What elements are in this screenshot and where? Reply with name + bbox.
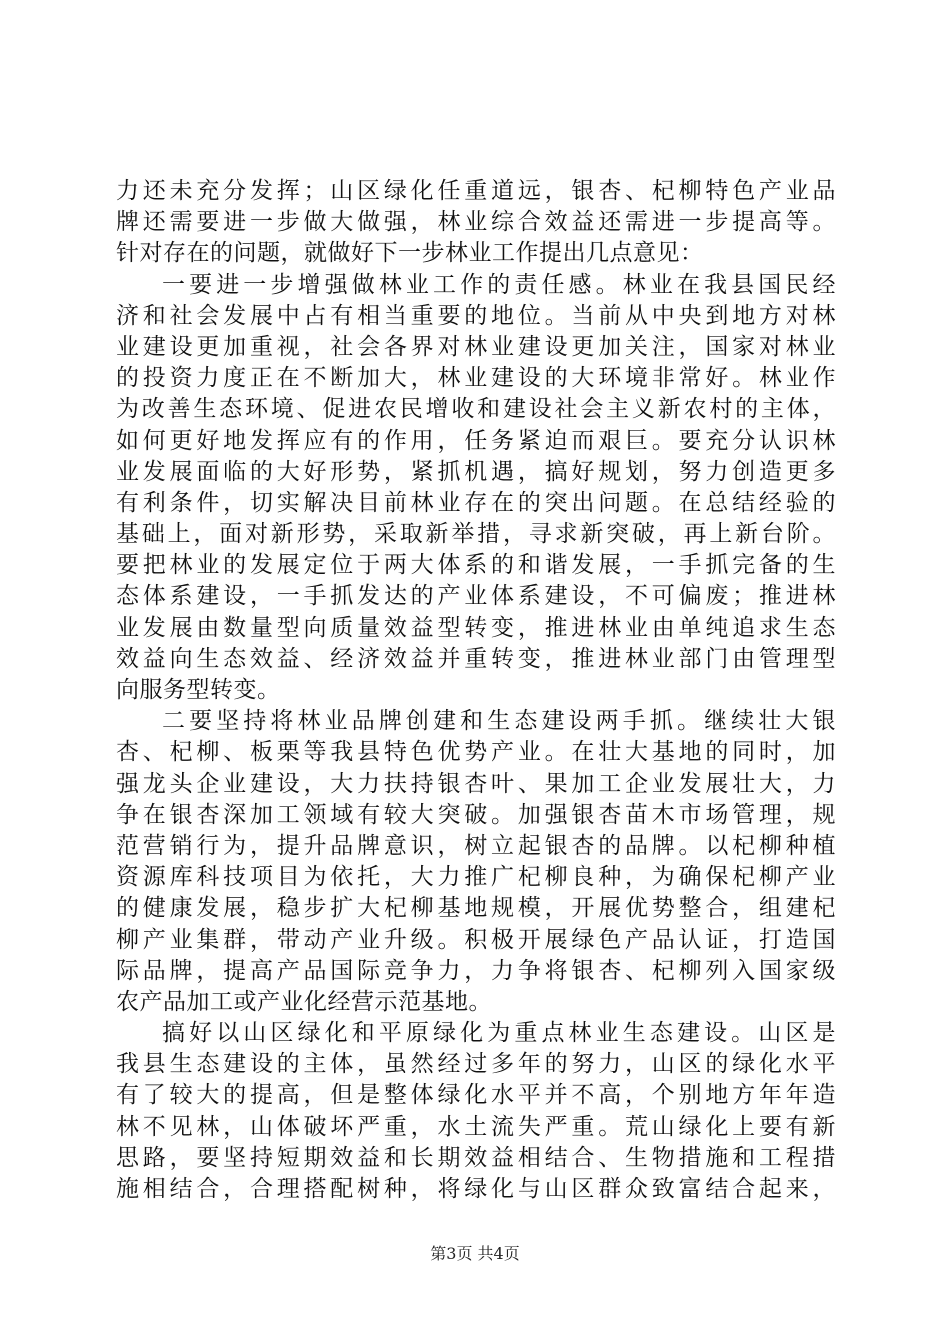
text-line: 二要坚持将林业品牌创建和生态建设两手抓。继续壮大银 (162, 708, 836, 735)
text-line: 强龙头企业建设，大力扶持银杏叶、果加工企业发展壮大，力 (116, 770, 836, 797)
text-line: 业发展由数量型向质量效益型转变，推进林业由单纯追求生态 (116, 614, 836, 641)
text-line: 的健康发展，稳步扩大杞柳基地规模，开展优势整合，组建杞 (116, 895, 836, 922)
text-line: 济和社会发展中占有相当重要的地位。当前从中央到地方对林 (116, 302, 836, 329)
page-footer: 第3页 共4页 (430, 1244, 520, 1263)
text-line: 柳产业集群，带动产业升级。积极开展绿色产品认证，打造国 (116, 926, 836, 953)
text-line: 杏、杞柳、板栗等我县特色优势产业。在壮大基地的同时，加 (116, 739, 836, 766)
text-line: 争在银杏深加工领域有较大突破。加强银杏苗木市场管理，规 (116, 801, 836, 828)
text-line: 针对存在的问题，就做好下一步林业工作提出几点意见： (116, 240, 704, 267)
text-line: 林不见林，山体破坏严重，水土流失严重。荒山绿化上要有新 (116, 1113, 836, 1140)
text-line: 牌还需要进一步做大做强，林业综合效益还需进一步提高等。 (116, 209, 836, 236)
text-line: 搞好以山区绿化和平原绿化为重点林业生态建设。山区是 (162, 1020, 836, 1047)
text-line: 范营销行为，提升品牌意识，树立起银杏的品牌。以杞柳种植 (116, 832, 836, 859)
text-line: 一要进一步增强做林业工作的责任感。林业在我县国民经 (162, 271, 836, 298)
text-line: 的投资力度正在不断加大，林业建设的大环境非常好。林业作 (116, 365, 836, 392)
text-line: 向服务型转变。 (116, 677, 281, 703)
text-line: 态体系建设，一手抓发达的产业体系建设，不可偏废；推进林 (116, 583, 836, 610)
text-line: 业建设更加重视，社会各界对林业建设更加关注，国家对林业 (116, 333, 836, 360)
text-line: 资源库科技项目为依托，大力推广杞柳良种，为确保杞柳产业 (116, 864, 836, 891)
text-line: 农产品加工或产业化经营示范基地。 (116, 988, 492, 1015)
text-line: 施相结合，合理搭配树种，将绿化与山区群众致富结合起来， (116, 1176, 836, 1202)
text-line: 有了较大的提高，但是整体绿化水平并不高，个别地方年年造 (116, 1082, 836, 1109)
document-body (116, 176, 836, 1205)
text-line: 效益向生态效益、经济效益并重转变，推进林业部门由管理型 (116, 645, 836, 672)
text-line: 如何更好地发挥应有的作用，任务紧迫而艰巨。要充分认识林 (116, 427, 836, 454)
text-line: 思路，要坚持短期效益和长期效益相结合、生物措施和工程措 (116, 1144, 836, 1171)
text-line: 有利条件，切实解决目前林业存在的突出问题。在总结经验的 (116, 489, 836, 516)
text-line: 为改善生态环境、促进农民增收和建设社会主义新农村的主体， (116, 396, 836, 423)
text-line: 要把林业的发展定位于两大体系的和谐发展，一手抓完备的生 (116, 552, 836, 579)
text-line: 我县生态建设的主体，虽然经过多年的努力，山区的绿化水平 (116, 1051, 836, 1078)
text-line: 基础上，面对新形势，采取新举措，寻求新突破，再上新台阶。 (116, 521, 836, 548)
text-line: 际品牌，提高产品国际竞争力，力争将银杏、杞柳列入国家级 (116, 957, 836, 984)
text-line: 力还未充分发挥；山区绿化任重道远，银杏、杞柳特色产业品 (116, 178, 836, 204)
text-line: 业发展面临的大好形势，紧抓机遇，搞好规划，努力创造更多 (116, 458, 836, 485)
